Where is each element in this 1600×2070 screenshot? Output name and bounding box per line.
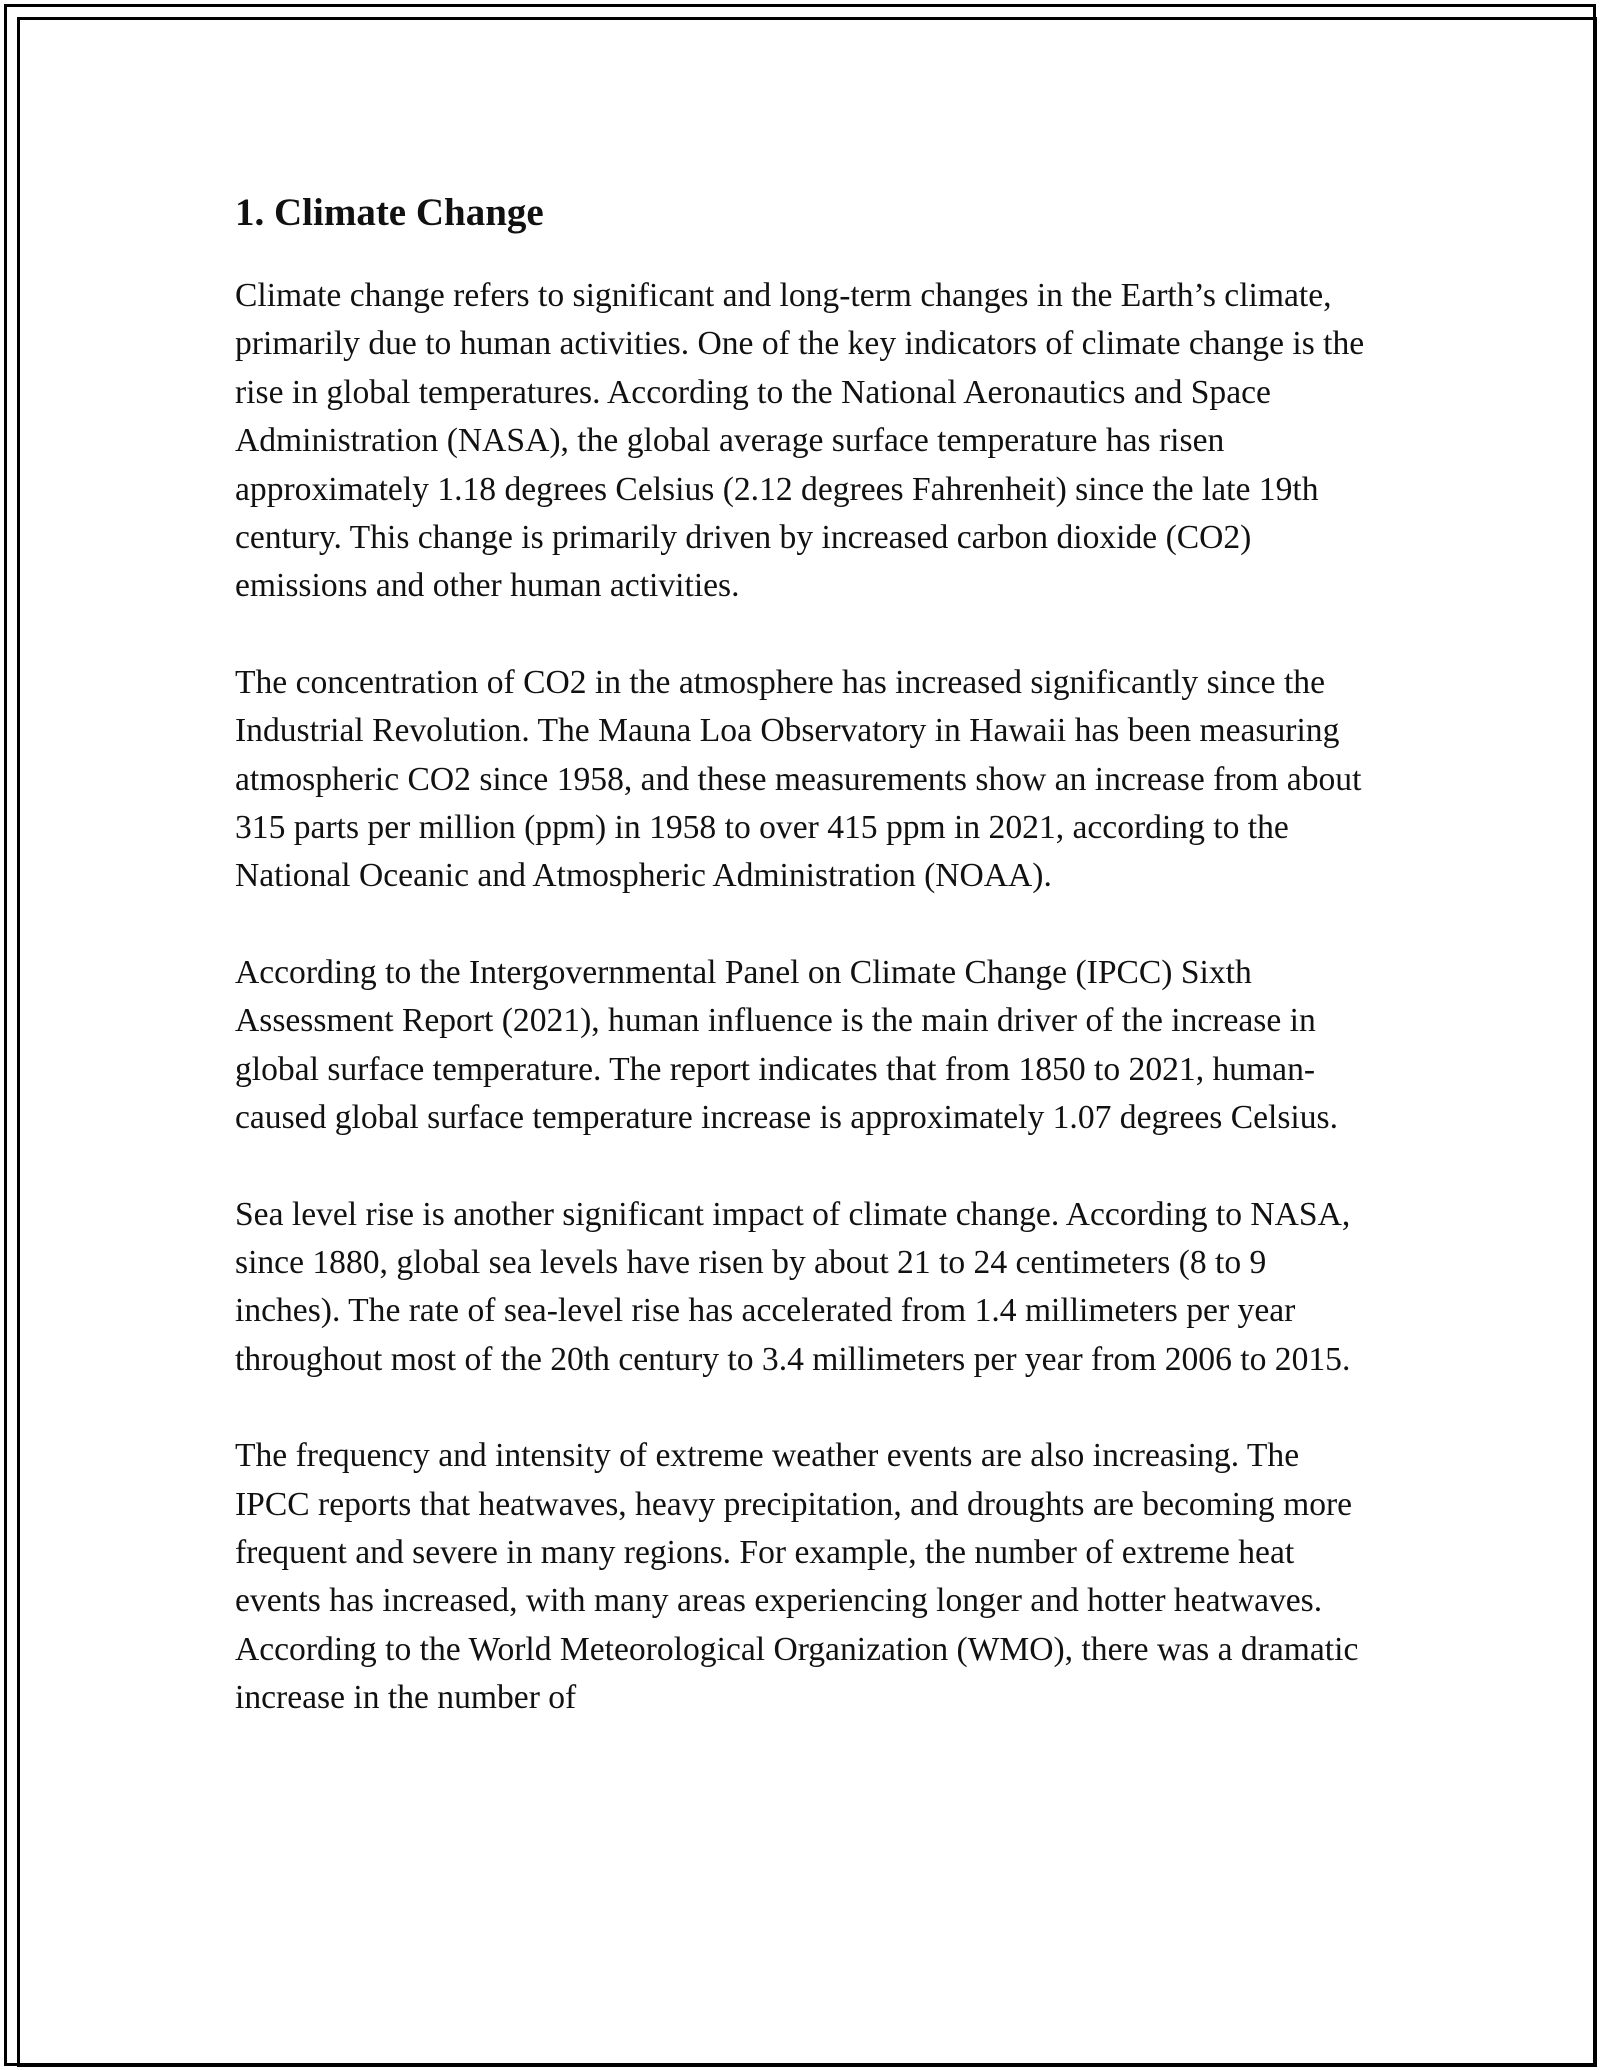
paragraph-temperature: Climate change refers to significant and long-term changes in the Earth’s climate, primarily due to human activities. One of the key indicators of climate change is the rise in global temperatures. According to the National Aeronautics and Space Administration (NASA), the global average surface temperature has risen approximately 1.18 degrees Celsius (2.12 degrees Fahrenheit) since the late 19th century. This change is primarily driven by increased carbon dioxide (CO2) emissions and other human activities. [235, 277, 1365, 605]
paragraph-extreme-weather: The frequency and intensity of extreme weather events are also increasing. The IPCC reports that heatwaves, heavy precipitation, and droughts are becoming more frequent and severe in many regions. For example, the number of extreme heat events has increased, with many areas experiencing longer and hotter heatwaves. According to the World Meteorological Organization (WMO), there was a dramatic increase in the number of [235, 1437, 1359, 1717]
document-body [235, 188, 1375, 1771]
paragraph-co2: The concentration of CO2 in the atmosphere has increased significantly since the Industrial Revolution. The Mauna Loa Observatory in Hawaii has been measuring atmospheric CO2 since 1958, and these measurements show an increase from about 315 parts per million (ppm) in 1958 to over 415 ppm in 2021, according to the National Oceanic and Atmospheric Administration (NOAA). [235, 663, 1362, 895]
paragraph-sea-level: Sea level rise is another significant impact of climate change. According to NASA, since 1880, global sea levels have risen by about 21 to 24 centimeters (8 to 9 inches). The rate of sea-level rise has accelerated from 1.4 millimeters per year throughout most of the 20th century to 3.4 millimeters per year from 2006 to 2015. [235, 1195, 1351, 1378]
section-heading: 1. Climate Change [235, 191, 544, 234]
paragraph-ipcc: According to the Intergovernmental Panel on Climate Change (IPCC) Sixth Assessment Report (2021), human influence is the main driver of the increase in global surface temperature. The report indicates that from 1850 to 2021, human-caused global surface temperature increase is approximately 1.07 degrees Celsius. [235, 953, 1338, 1137]
